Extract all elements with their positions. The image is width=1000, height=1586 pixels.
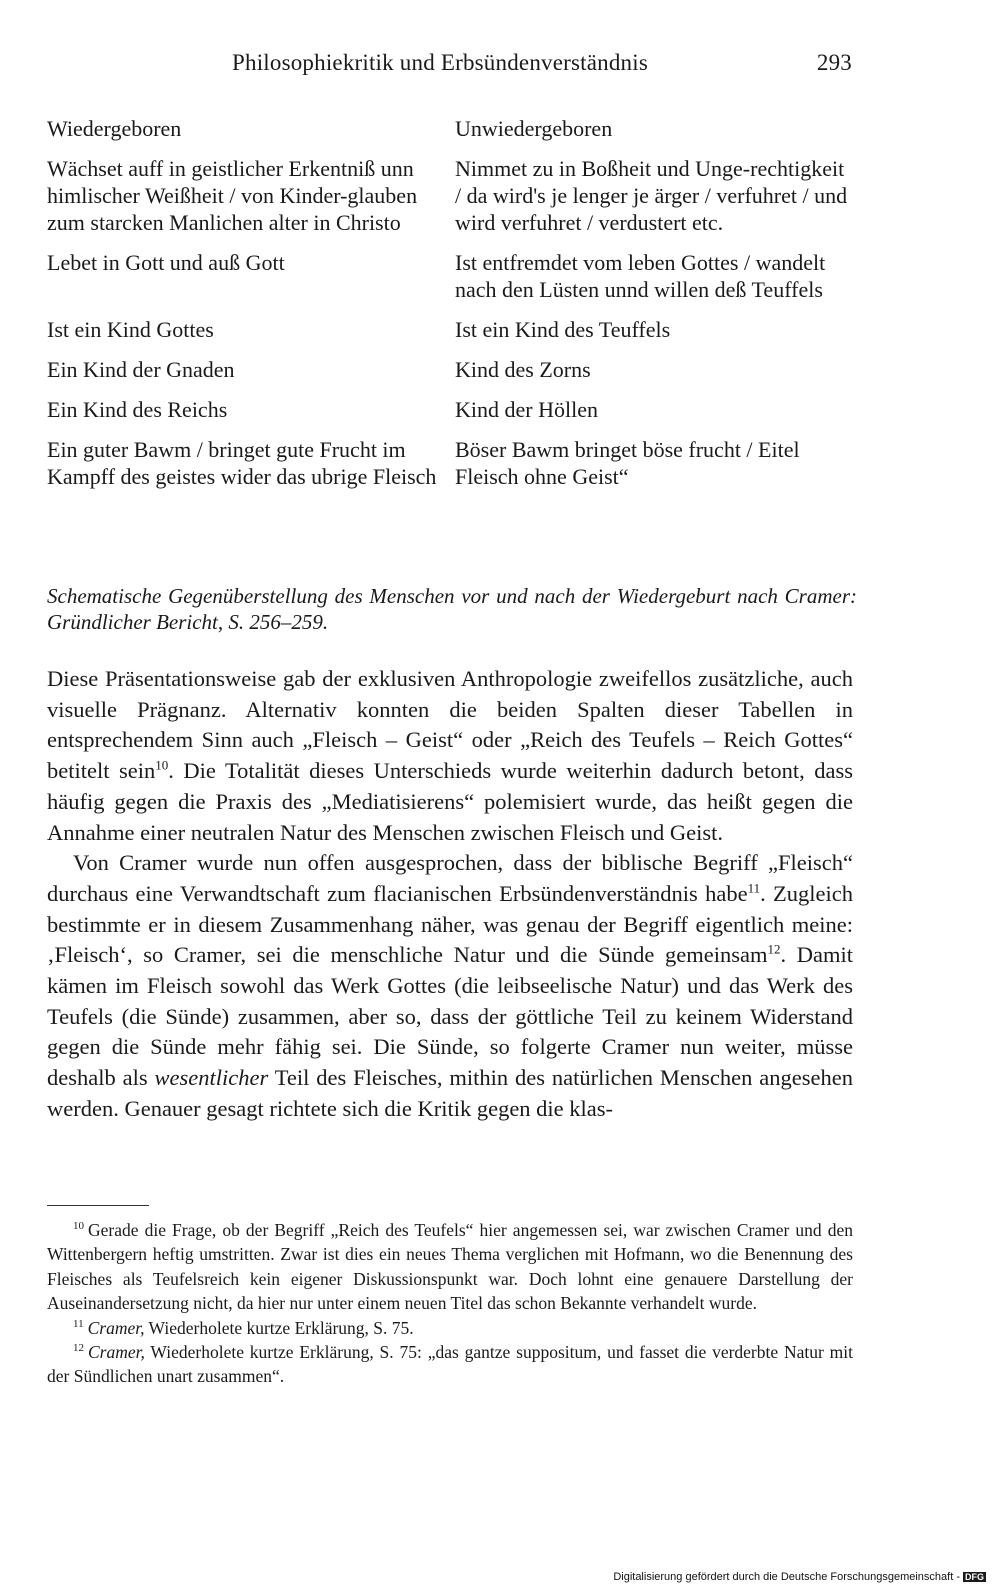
dfg-logo-icon: DFG [965,1572,984,1582]
table-cell-right: Ist entfremdet vom leben Gottes / wandelt nach den Lüsten unnd willen deß Teuffels [455,250,826,302]
table-row [47,396,857,423]
footnote-rule [47,1205,149,1206]
credit-text: Digitalisierung gefördert durch die Deutsche Forschungsgemeinschaft - [613,1571,960,1583]
table-row [47,436,857,490]
column-header-not-reborn: Unwiedergeboren [455,116,613,141]
running-title: Philosophiekritik und Erbsündenverständnis [232,50,648,75]
table-cell-left: Ist ein Kind Gottes [47,317,214,342]
text-span: Teil des Fleisches, mithin des natürlichen Menschen angesehen werden. Genauer gesagt richtete sich die Kritik gegen die klas- [47,1065,853,1121]
body-text [47,664,853,1125]
column-header-reborn: Wiedergeboren [47,116,182,141]
footnote-ref[interactable]: 12 [767,941,781,957]
emphasis: wesentlicher [154,1065,269,1091]
table-cell-left: Ein Kind der Gnaden [47,357,235,382]
footnote-number: 10 [73,1220,84,1233]
footnote-number: 12 [73,1342,84,1355]
footnotes [47,1218,853,1389]
digitization-credit [613,1571,986,1583]
footnote-ref[interactable]: 10 [155,757,169,773]
table-cell-left: Ein Kind des Reichs [47,397,228,422]
text-span: Diese Präsentationsweise gab der exklusiven Anthropologie zweifellos zusätzliche, auch visuelle Prägnanz. Alternativ konnten die beiden Spalten dieser Tabellen in entsprechendem Sinn auch „Fleisch – Geist“ oder „Reich des Teufels – Reich Gottes“ betitelt sein [47,666,853,784]
footnote-text: Wiederholete kurtze Erklärung, S. 75: „das gantze suppositum, und fasset die verderbte Natur mit der Sündlichen unart zusammen“. [47,1342,853,1387]
table-row [47,316,857,343]
footnote-ref[interactable]: 11 [747,880,761,896]
footnote-text: Gerade die Frage, ob der Begriff „Reich des Teufels“ hier angemessen sei, war zwischen Cramer und den Wittenbergern heftig umstritten. Zwar ist dies ein neues Thema verglichen mit Hofmann, wo die Benennung des Fleisches als Teufelsreich kein eigener Diskussionspunkt war. Doch lohnt eine genauere Darstellung der Auseinandersetzung nicht, da hier nur unter einem neuen Titel das schon Bekannte verhandelt wurde. [47,1220,853,1314]
table-cell-left: Wächset auff in geistlicher Erkentniß unn himlischer Weißheit / von Kinder-glauben zum starcken Manlichen alter in Christo [47,156,418,235]
table-caption: Schematische Gegenüberstellung des Menschen vor und nach der Wiedergeburt nach Cramer: Gründlicher Bericht, S. 256–259. [47,584,857,634]
table-header-row [47,115,857,142]
table-cell-left: Ein guter Bawm / bringet gute Frucht im Kampff des geistes wider das ubrige Fleisch [47,437,437,489]
comparison-table [47,115,857,503]
table-row [47,356,857,383]
page-number: 293 [816,50,852,75]
footnote [47,1218,853,1316]
text-span: . Damit kämen im Fleisch sowohl das Werk Gottes (die leibseelische Natur) und das Werk des Teufels (die Sünde) zusammen, aber so, dass der göttliche Teil zu keinem Widerstand gegen die Sünde mehr fähig sei. Die Sünde, so folgerte Cramer nun weiter, müsse deshalb als [47,942,853,1091]
footnote-text: Wiederholete kurtze Erklärung, S. 75. [144,1317,414,1338]
table-cell-right: Kind des Zorns [455,357,591,382]
footnote [47,1316,853,1340]
table-cell-left: Lebet in Gott und auß Gott [47,250,285,275]
table-cell-right: Ist ein Kind des Teuffels [455,317,671,342]
paragraph [47,664,853,848]
footnote [47,1340,853,1389]
table-cell-right: Nimmet zu in Boßheit und Unge-rechtigkeit / da wird's je lenger je ärger / verfuhret / und wird verfuhret / verdustert etc. [455,156,848,235]
table-cell-right: Böser Bawm bringet böse frucht / Eitel Fleisch ohne Geist“ [455,437,800,489]
footnote-author: Cramer, [87,1317,145,1338]
footnote-number: 11 [73,1317,84,1330]
paragraph [47,848,853,1124]
table-cell-right: Kind der Höllen [455,397,598,422]
table-row [47,249,857,303]
table-row [47,155,857,236]
text-span: Von Cramer wurde nun offen ausgesprochen, dass der biblische Begriff „Fleisch“ durchaus eine Verwandtschaft zum flacianischen Erbsündenverständnis habe [47,850,853,906]
footnote-author: Cramer, [88,1342,145,1363]
text-span: . Die Totalität dieses Unterschieds wurde weiterhin dadurch betont, dass häufig gegen die Praxis des „Mediatisierens“ polemisiert wurde, das heißt gegen die Annahme einer neutralen Natur des Menschen zwischen Fleisch und Geist. [47,758,853,845]
text-span: . Zugleich bestimmte er in diesem Zusammenhang näher, was genau der Begriff eigentlich meine: ‚Fleisch‘, so Cramer, sei die menschliche Natur und die Sünde gemeinsam [47,880,853,968]
